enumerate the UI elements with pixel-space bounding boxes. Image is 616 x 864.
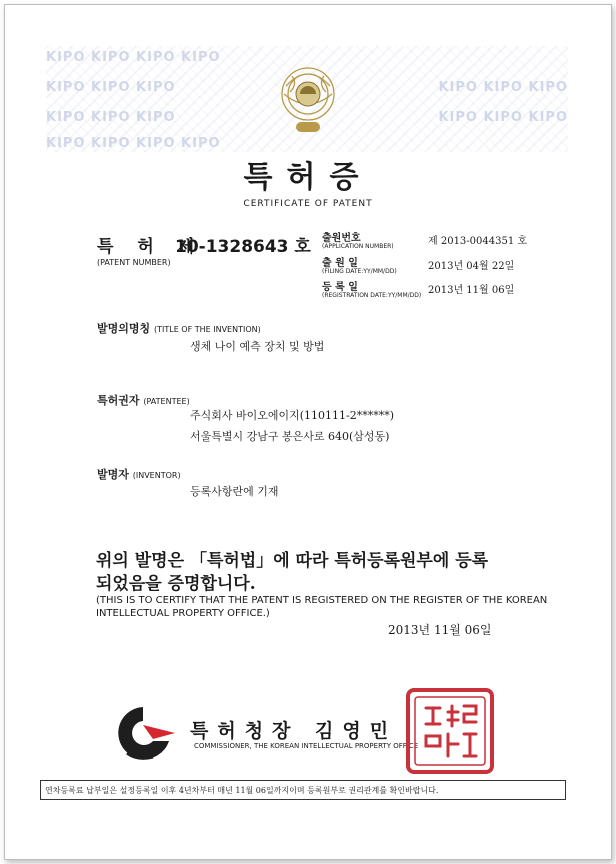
patentee-label [97,392,190,408]
watermark-text: KIPO KIPO KIPO KIPO [46,50,221,65]
application-number-label: 출원번호 [322,233,361,244]
registration-date: 2013년 11월 06일 [428,285,515,296]
certification-statement-en-line1: (THIS IS TO CERTIFY THAT THE PATENT IS REGISTERED ON THE REGISTER OF THE KOREAN [96,595,548,606]
invention-title: 생체 나이 예측 장치 및 방법 [190,340,325,353]
filing-date: 2013년 04월 22일 [428,261,515,272]
certificate-title: 특허증 [243,160,373,195]
patentee-address: 서울특별시 강남구 봉은사로 640(삼성동) [190,430,390,443]
application-number-label-en: (APPLICATION NUMBER) [322,243,394,250]
government-emblem-icon [278,64,338,138]
watermark-text: KIPO KIPO KIPO [438,110,568,125]
patentee-label-en: (PATENTEE) [143,397,190,406]
patent-number-label-en: (PATENT NUMBER) [97,258,171,267]
watermark-text: KIPO KIPO KIPO [46,80,176,95]
certificate-title-en: CERTIFICATE OF PATENT [243,199,373,209]
patentee-label-ko: 특허권자 [97,394,140,407]
watermark-text: KIPO KIPO KIPO [46,110,176,125]
commissioner-title-en: COMMISSIONER, THE KOREAN INTELLECTUAL PROPERTY OFFICE [194,742,419,750]
invention-title-label-en: (TITLE OF THE INVENTION) [153,325,261,334]
invention-title-label-ko: 발명의명칭 [97,322,151,335]
patentee-name: 주식회사 바이오에이지(110111-2******) [190,409,395,422]
certification-statement-line1: 위의 발명은 「특허법」에 따라 특허등록원부에 등록 [96,551,489,571]
issue-date: 2013년 11월 06일 [388,623,492,637]
certification-statement-line2: 되었음을 증명합니다. [96,574,256,594]
patent-number: 10-1328643 호 [175,237,311,257]
invention-title-label [97,320,261,336]
inventor-label-en: (INVENTOR) [132,471,181,480]
official-seal [404,688,496,774]
registration-date-label-en: (REGISTRATION DATE:YY/MM/DD) [322,292,422,299]
certification-statement-en-line2: INTELLECTUAL PROPERTY OFFICE.) [96,608,270,619]
watermark-text: KIPO KIPO KIPO [438,80,568,95]
application-number: 제 2013-0044351 호 [428,236,528,247]
registration-date-label: 등 록 일 [322,282,358,293]
inventor-label-ko: 발명자 [97,468,129,481]
kipo-logo-icon [113,703,185,763]
filing-date-label-en: (FILING DATE:YY/MM/DD) [322,268,397,275]
patent-number-label: 특 허 제 [97,237,195,257]
inventor-value: 등록사항란에 기재 [190,485,279,498]
annual-fee-notice: 연차등록료 납부일은 설정등록일 이후 4년차부터 매년 11월 06일까지이며 등록원부로 권리관계를 확인바랍니다. [40,780,566,800]
inventor-label [97,466,181,482]
filing-date-label: 출 원 일 [322,258,358,269]
watermark-text: KIPO KIPO KIPO KIPO [46,136,221,151]
commissioner-title: 특허청장 김영민 [190,720,398,742]
